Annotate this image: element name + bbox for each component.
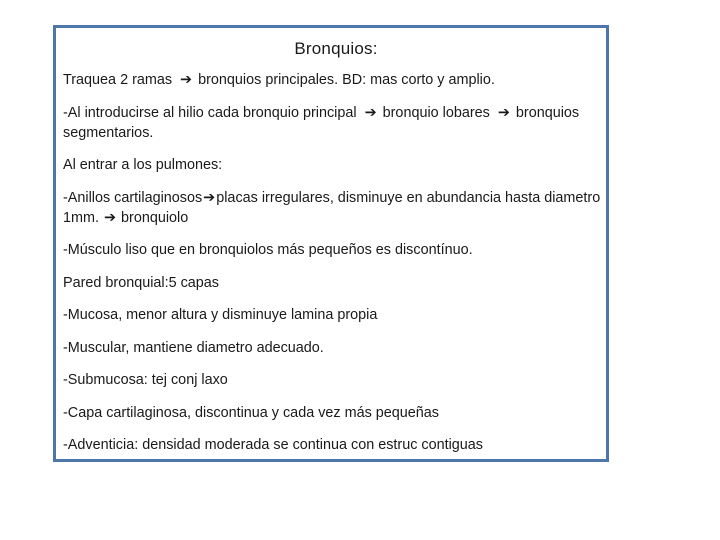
layer-term: Adventicia [67, 437, 135, 453]
layer-term: Capa cartilaginosa [67, 404, 187, 421]
slide-frame [53, 25, 609, 462]
paragraph-submucosa [63, 370, 603, 390]
paragraph-capa-cartilaginosa [63, 403, 603, 423]
text-segment: Pared bronquial:5 capas [63, 274, 220, 291]
bullet-dash: - [63, 307, 68, 323]
layer-term: Submucosa [67, 372, 144, 388]
slide-title: Bronquios: [294, 39, 378, 58]
arrow-right-icon: ➔ [103, 209, 117, 226]
layer-description: , mantiene diametro adecuado. [125, 339, 324, 356]
text-segment: placas irregulares, disminuye en abundancia hasta diametro 1mm. [63, 189, 601, 226]
arrow-right-icon: ➔ [497, 104, 510, 121]
text-segment: -Al introducirse al hilio cada bronquio principal [63, 104, 357, 121]
paragraph-mucosa [63, 305, 603, 325]
text-segment: -Anillos cartilaginosos [63, 189, 203, 206]
bullet-dash: - [63, 404, 68, 421]
bullet-dash: - [63, 437, 68, 453]
layer-description: : densidad moderada se continua con estruc contiguas [134, 437, 484, 453]
paragraph-adventicia [63, 435, 603, 455]
bullet-dash: - [63, 372, 68, 388]
text-segment: bronquios principales. BD: mas corto y amplio. [198, 72, 495, 88]
text-segment: bronquios segmentarios. [63, 104, 580, 141]
paragraph-hilio [63, 103, 603, 143]
layer-term: Mucosa [67, 307, 119, 323]
paragraph-muscular [63, 338, 603, 358]
paragraph-pulmones [63, 155, 603, 175]
text-segment: bronquio lobares [382, 104, 490, 121]
text-segment: bronquiolo [121, 209, 189, 226]
slide-body [63, 70, 603, 468]
text-segment: Traquea 2 ramas [63, 72, 173, 88]
paragraph-traquea [63, 70, 603, 90]
text-segment: Al entrar a los pulmones: [63, 157, 223, 173]
paragraph-musculo [63, 240, 603, 260]
arrow-right-icon: ➔ [203, 189, 216, 206]
text-segment: -Músculo liso que en bronquiolos más pequeños es discontínuo. [63, 242, 473, 258]
paragraph-pared [63, 273, 603, 293]
arrow-right-icon: ➔ [364, 104, 377, 121]
layer-description: : tej conj laxo [143, 372, 228, 388]
bullet-dash: - [63, 339, 68, 356]
layer-term: Muscular [67, 339, 126, 356]
layer-description: , discontinua y cada vez más pequeñas [187, 404, 439, 421]
arrow-right-icon: ➔ [180, 72, 193, 88]
paragraph-anillos [63, 188, 603, 228]
layer-description: , menor altura y disminuye lamina propia [118, 307, 378, 323]
